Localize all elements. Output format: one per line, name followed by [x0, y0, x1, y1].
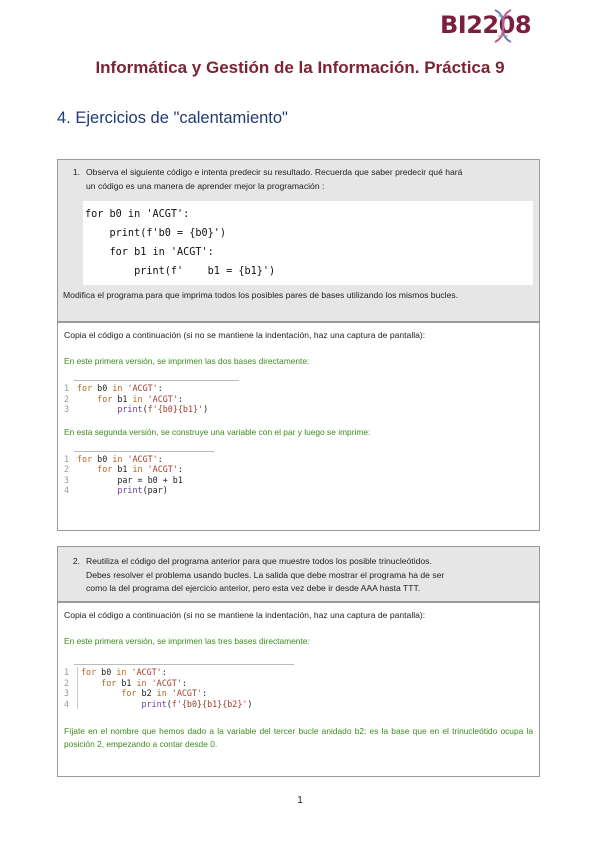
code-text: for b0 in 'ACGT':	[81, 667, 167, 677]
line-number: 3	[64, 688, 78, 699]
code-text: print(f'{b0}{b1}')	[117, 404, 209, 414]
code-snippet	[64, 380, 539, 415]
course-logo	[440, 6, 550, 44]
line-number: 4	[64, 485, 70, 495]
line-number: 4	[64, 699, 78, 710]
page-number: 1	[297, 795, 303, 806]
line-number: 2	[64, 678, 78, 689]
code-line	[64, 404, 539, 415]
code-line	[64, 454, 539, 465]
line-number: 1	[64, 383, 70, 393]
code-text: for b1 in 'ACGT':	[97, 393, 183, 404]
line-number: 3	[64, 404, 70, 414]
code-text: for b1 in 'ACGT':	[97, 464, 183, 474]
code-text: par = b0 + b1	[77, 474, 183, 485]
line-number: 2	[64, 393, 70, 404]
exercise-number: 2.	[72, 556, 80, 566]
code-text: print(par)	[117, 485, 168, 495]
exercise-1-statement	[58, 166, 539, 193]
code-line	[64, 464, 539, 475]
copy-instruction: Copia el código a continuación (si no se mantiene la indentación, haz una captura de pantalla):	[64, 330, 426, 340]
statement-line: como la del programa del ejercicio anterior, pero esta vez debe ir desde AAA hasta TTT.	[86, 583, 421, 593]
code-line: print(f' b1 = {b1}')	[85, 266, 276, 277]
logo-text: BI2208	[440, 11, 532, 39]
statement-line: Observa el siguiente código e intenta predecir su resultado. Recuerda que saber predecir qué hará	[86, 167, 463, 177]
note-text: Fíjate en el nombre que hemos dado a la variable del tercer bucle anidado b2: es la base que en el trinucleótido ocupa la posición 2, empezando a contar desde 0.	[64, 726, 533, 749]
section-title: 4. Ejercicios de "calentamiento"	[57, 109, 288, 127]
line-number: 1	[64, 453, 70, 464]
code-text: print(f'{b0}{b1}{b2}')	[141, 698, 253, 709]
exercise-number: 1.	[72, 167, 80, 177]
exercise-2-statement	[58, 555, 539, 596]
line-number: 3	[64, 474, 70, 485]
line-number: 2	[64, 464, 70, 474]
code-line	[64, 678, 539, 689]
exercise-2-box	[57, 546, 540, 602]
statement-line: Reutiliza el código del programa anterior para que muestre todos los posible trinucleótidos.	[86, 556, 432, 566]
copy-instruction: Copia el código a continuación (si no se mantiene la indentación, haz una captura de pantalla):	[64, 610, 426, 620]
exercise-1-box	[57, 159, 540, 322]
code-line: for b1 in 'ACGT':	[85, 247, 214, 258]
code-line: print(f'b0 = {b0}')	[85, 228, 227, 239]
code-line	[64, 485, 539, 496]
code-line	[64, 383, 539, 394]
code-snippet	[64, 664, 539, 709]
code-line: for b0 in 'ACGT':	[85, 209, 190, 220]
code-text: for b2 in 'ACGT':	[121, 688, 208, 698]
statement-line: Debes resolver el problema usando bucles. La salida que debe mostrar el programa ha de ser	[86, 569, 445, 580]
code-line	[64, 699, 539, 710]
answer-1-box	[57, 322, 540, 531]
code-text: for b0 in 'ACGT':	[77, 453, 163, 464]
code-text: for b0 in 'ACGT':	[77, 383, 163, 393]
modifica-instruction: Modifica el programa para que imprima todos los posibles pares de bases utilizando los mismos bucles.	[63, 290, 459, 300]
code-line	[64, 667, 539, 678]
page-title: Informática y Gestión de la Información. Práctica 9	[95, 58, 505, 77]
version-1-text: En este primera versión, se imprimen las tres bases directamente:	[64, 636, 310, 646]
code-line	[64, 394, 539, 405]
statement-line: un código es una manera de aprender mejor la programación :	[86, 180, 325, 191]
dna-helix-icon	[492, 8, 514, 44]
code-snippet	[64, 451, 539, 496]
code-line	[64, 688, 539, 699]
line-number: 1	[64, 667, 78, 678]
version-1-text: En este primera versión, se imprimen las dos bases directamente:	[64, 356, 310, 366]
code-block	[83, 201, 533, 285]
answer-2-box	[57, 602, 540, 777]
version-2-text: En esta segunda versión, se construye una variable con el par y luego se imprime:	[64, 426, 371, 437]
code-text: for b1 in 'ACGT':	[101, 677, 187, 688]
code-line	[64, 475, 539, 486]
